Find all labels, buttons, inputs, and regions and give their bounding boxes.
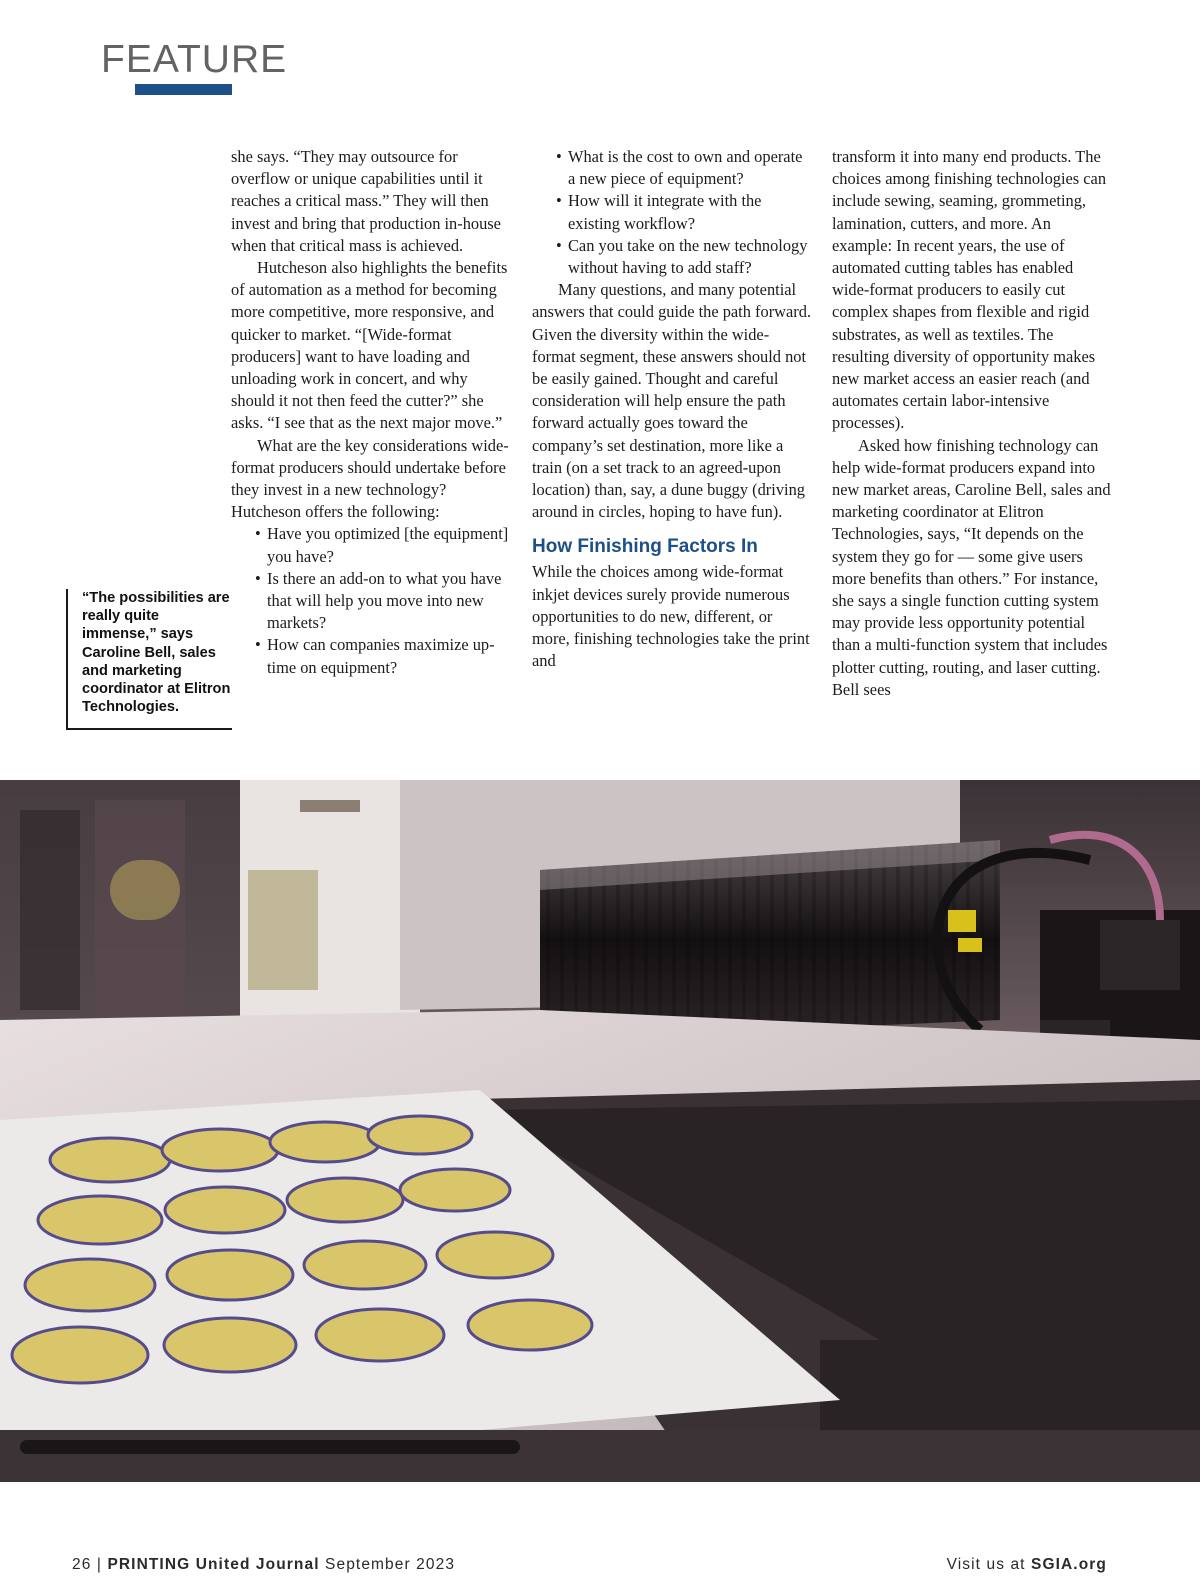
article-column-2	[532, 146, 812, 672]
paragraph: Many questions, and many potential answers that could guide the path forward. Given the diversity within the wide-format segment, these answers should not be easily gained. Thought and careful consideration will help ensure the path forward actually goes toward the company’s set destination, more like a train (on a set track to an agreed-upon location) than, say, a dune buggy (driving around in circles, hoping to have fun).	[532, 280, 812, 522]
issue-date: September 2023	[325, 1556, 456, 1573]
list-item: • Have you optimized [the equipment] you have?	[255, 524, 509, 566]
pull-quote: “The possibilities are really quite immense,” says Caroline Bell, sales and marketing coordinator at Elitron Technologies.	[66, 589, 232, 730]
paragraph: Asked how finishing technology can help wide-format producers expand into new market areas, Caroline Bell, sales and marketing coordinator at Elitron Technologies, says, “It depends on the system they go for — some give users more benefits than others.” For instance, she says a single function cutting system may provide less opportunity potential than a multi-function system that includes plotter cutting, routing, and laser cutting. Bell sees	[832, 435, 1111, 699]
cutting-table-photo	[0, 780, 1200, 1482]
page-number: 26	[72, 1556, 92, 1573]
bullet-list	[532, 146, 812, 279]
section-rule	[135, 84, 232, 95]
list-item: • Can you take on the new technology without having to add staff?	[556, 235, 808, 278]
paragraph: While the choices among wide-format inkjet devices surely provide numerous opportunities to do new, different, or more, finishing technologies take the print and	[532, 562, 810, 671]
paragraph: she says. “They may outsource for overflow or unique capabilities until it reaches a critical mass.” They will then invest and bring that production in-house when that critical mass is achieved.	[231, 147, 501, 255]
page-footer-left	[72, 1556, 455, 1574]
footer-separator: |	[96, 1556, 103, 1573]
article-column-1	[231, 146, 511, 679]
list-item: • How can companies maximize up-time on equipment?	[255, 635, 495, 677]
list-item: • How will it integrate with the existing workflow?	[556, 191, 762, 233]
article-photo	[0, 780, 1200, 1482]
publication-name: PRINTING United Journal	[107, 1556, 320, 1573]
bullet-list	[231, 523, 511, 678]
section-label: FEATURE	[101, 38, 288, 81]
article-column-3	[832, 146, 1112, 701]
subheading: How Finishing Factors In	[532, 536, 758, 558]
paragraph: What are the key considerations wide-format producers should undertake before they invest in a new technology? Hutcheson offers the following:	[231, 435, 509, 522]
site-link[interactable]: SGIA.org	[1031, 1556, 1107, 1573]
paragraph: Hutcheson also highlights the benefits of automation as a method for becoming more competitive, more responsive, and quicker to market. “[Wide-format producers] want to have loading and unloading work in concert, and why should it not then feed the cutter?” she asks. “I see that as the next major move.”	[231, 258, 508, 433]
paragraph: transform it into many end products. The choices among finishing technologies can include sewing, seaming, grommeting, lamination, cutters, and more. An example: In recent years, the use of automated cutting tables has enabled wide-format producers to easily cut complex shapes from flexible and rigid substrates, as well as textiles. The resulting diversity of opportunity makes new market access an easier reach (and automates certain labor-intensive processes).	[832, 147, 1107, 433]
visit-prefix: Visit us at	[946, 1556, 1026, 1573]
page-footer-right	[947, 1556, 1107, 1574]
list-item: • Is there an add-on to what you have that will help you move into new markets?	[255, 568, 502, 633]
list-item: • What is the cost to own and operate a new piece of equipment?	[556, 147, 803, 189]
